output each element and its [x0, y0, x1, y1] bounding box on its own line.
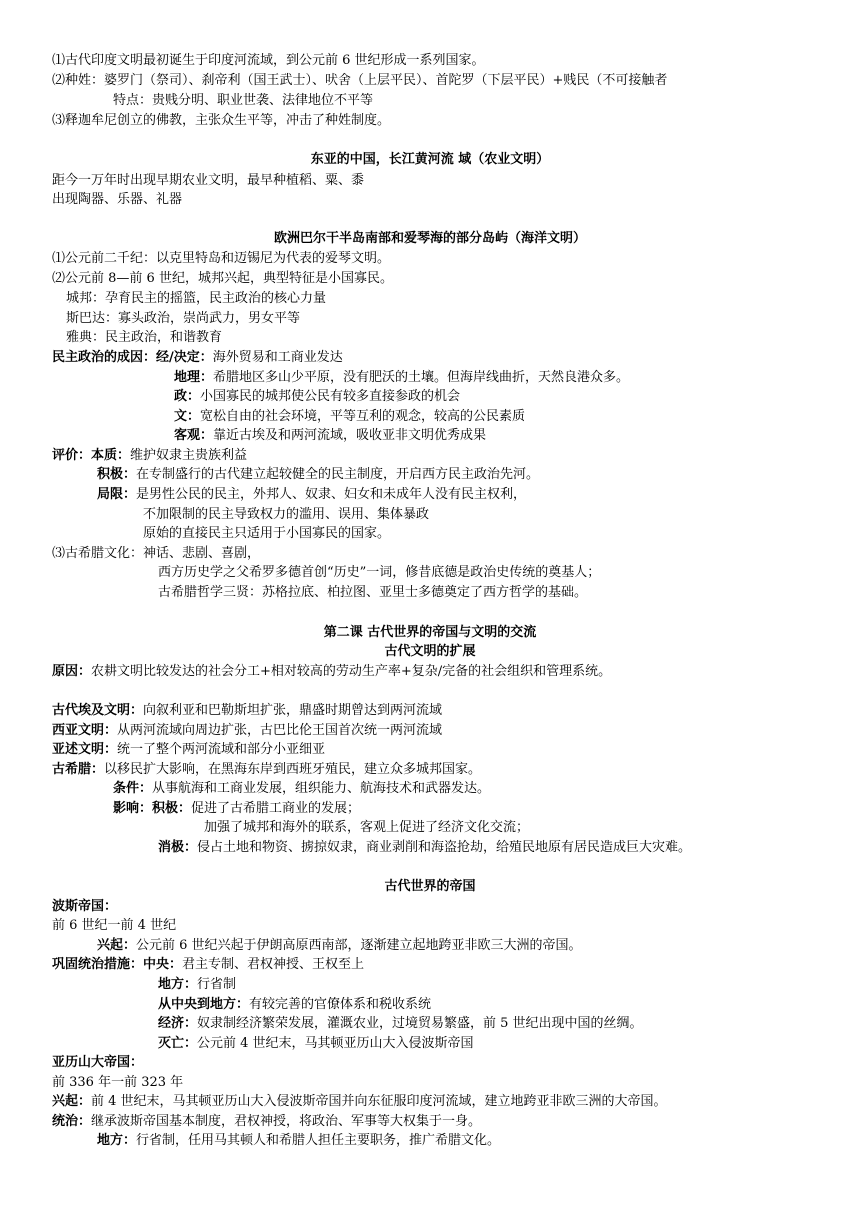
greece-heading: 欧洲巴尔干半岛南部和爱琴海的部分岛屿（海洋文明）	[273, 231, 586, 246]
india-line-1: ⑴古代印度文明最初诞生于印度河流域，到公元前 6 世纪形成一系列国家。	[52, 53, 485, 68]
india-caste-features: 特点：贵贱分明、职业世袭、法律地位不平等	[113, 93, 374, 108]
rule-label: 统治：	[52, 1114, 92, 1129]
persia-period: 前 6 世纪一前 4 世纪	[52, 918, 177, 933]
lesson2-subtitle: 古代文明的扩展	[384, 644, 476, 659]
greek-history-line: 西方历史学之父希罗多德首创“历史”一词，修昔底德是政治史传统的奠基人；	[158, 565, 601, 580]
condition-row	[113, 780, 490, 798]
westasia-text: 从两河流域向周边扩张，古巴比伦王国首次统一两河流域	[117, 723, 443, 738]
fall-text: 公元前 4 世纪末，马其顿亚历山大入侵波斯帝国	[197, 1036, 474, 1051]
c2l-text: 有较完善的官僚体系和税收系统	[249, 997, 432, 1012]
impact-label: 影响：积极：	[113, 801, 192, 816]
economy-label: 经济：	[158, 1016, 198, 1031]
greece-colonization-row	[52, 761, 481, 779]
persia-local-row	[158, 976, 236, 994]
empires-heading: 古代世界的帝国	[384, 879, 476, 894]
greece-line-1: ⑴公元前二千纪：以克里特岛和迈锡尼为代表的爱琴文明。	[52, 251, 391, 266]
impact-row	[113, 800, 360, 818]
impact-text-2: 加强了城邦和海外的联系，客观上促进了经济文化交流；	[204, 820, 530, 835]
democracy-pol-row	[174, 388, 460, 406]
persia-rise-text: 公元前 6 世纪兴起于伊朗高原西南部，逐渐建立起地跨亚非欧三大洲的帝国。	[136, 938, 582, 953]
condition-label: 条件：	[113, 781, 153, 796]
expansion-reason-row	[52, 663, 611, 681]
economy-text: 奴隶制经济繁荣发展，灌溉农业，过境贸易繁盛，前 5 世纪出现中国的丝绸。	[197, 1016, 643, 1031]
westasia-row	[52, 722, 442, 740]
alexander-rise-label: 兴起：	[52, 1094, 92, 1109]
evaluation-label: 评价：本质：	[52, 448, 131, 463]
persia-c2l-row	[158, 996, 431, 1014]
democracy-causes-label: 民主政治的成因：经/决定：	[52, 350, 213, 365]
obj-label: 客观：	[174, 428, 214, 443]
fall-label: 灭亡：	[158, 1036, 198, 1051]
alexander-rule-row	[52, 1113, 481, 1131]
greek-philosophy-line: 古希腊哲学三贤：苏格拉底、柏拉图、亚里士多德奠定了西方哲学的基础。	[158, 585, 588, 600]
egypt-row	[52, 702, 442, 720]
rule-text: 继承波斯帝国基本制度，君权神授，将政治、军事等大权集于一身。	[91, 1114, 482, 1129]
c2l-label: 从中央到地方：	[158, 997, 250, 1012]
greece-city-state: 城邦：孕育民主的摇篮，民主政治的核心力量	[66, 291, 327, 306]
negative-text: 侵占土地和物资、掳掠奴隶，商业剥削和海盗抢劫，给殖民地原有居民造成巨大灾难。	[197, 840, 692, 855]
geo-label: 地理：	[174, 370, 214, 385]
assyria-label: 亚述文明：	[52, 742, 118, 757]
limitation-text-3: 原始的直接民主只适用于小国寡民的国家。	[143, 526, 391, 541]
alexander-local-label: 地方：	[97, 1133, 137, 1148]
democracy-cul-row	[174, 408, 525, 426]
condition-text: 从事航海和工商业发展，组织能力、航海技术和武器发达。	[152, 781, 491, 796]
negative-label: 消极：	[158, 840, 198, 855]
pol-label: 政：	[174, 389, 201, 404]
greece-colonization-text: 以移民扩大影响，在黑海东岸到西班牙殖民，建立众多城邦国家。	[104, 762, 482, 777]
democracy-causes-econ: 海外贸易和工商业发达	[212, 350, 343, 365]
persia-fall-row	[158, 1035, 474, 1053]
alexander-rise-text: 前 4 世纪末，马其顿亚历山大入侵波斯帝国并向东征服印度河流域，建立地跨亚非欧三洲的大帝国。	[91, 1094, 667, 1109]
alexander-rise-row	[52, 1093, 667, 1111]
limitation-label: 局限：	[97, 487, 137, 502]
china-heading: 东亚的中国，长江黄河流 域（农业文明）	[310, 152, 550, 167]
persia-rise-row	[97, 937, 582, 955]
persia-title: 波斯帝国：	[52, 899, 118, 914]
assyria-text: 统一了整个两河流域和部分小亚细亚	[117, 742, 326, 757]
cul-label: 文：	[174, 409, 201, 424]
persia-consolidation-row	[52, 956, 364, 974]
consolidation-label: 巩固统治措施：中央：	[52, 957, 183, 972]
lesson2-title: 第二课 古代世界的帝国与文明的交流	[323, 625, 537, 640]
geo-text: 希腊地区多山少平原，没有肥沃的土壤。但海岸线曲折，天然良港众多。	[213, 370, 630, 385]
egypt-label: 古代埃及文明：	[52, 703, 144, 718]
greece-line-2: ⑵公元前 8—前 6 世纪，城邦兴起，典型特征是小国寡民。	[52, 271, 393, 286]
alexander-local-row	[97, 1132, 500, 1150]
assyria-row	[52, 741, 325, 759]
greek-culture-line: ⑶古希腊文化：神话、悲剧、喜剧，	[52, 546, 261, 561]
limitation-text-1: 是男性公民的民主，外邦人、奴隶、妇女和未成年人没有民主权利，	[136, 487, 527, 502]
positive-text: 在专制盛行的古代建立起较健全的民主制度，开启西方民主政治先河。	[136, 467, 540, 482]
positive-label: 积极：	[97, 467, 137, 482]
greece-colonization-label: 古希腊：	[52, 762, 105, 777]
greece-athens: 雅典：民主政治，和谐教育	[66, 330, 223, 345]
alexander-period: 前 336 年一前 323 年	[52, 1075, 184, 1090]
evaluation-text: 维护奴隶主贵族利益	[130, 448, 248, 463]
evaluation-row	[52, 447, 247, 465]
limitation-row	[97, 486, 526, 504]
persia-local-text: 行省制	[197, 977, 237, 992]
limitation-text-2: 不加限制的民主导致权力的滥用、误用、集体暴政	[143, 507, 430, 522]
reason-text: 农耕文明比较发达的社会分工+相对较高的劳动生产率+复杂/完备的社会组织和管理系统。	[91, 664, 612, 679]
china-line-1: 距今一万年时出现早期农业文明，最早种植稻、粟、黍	[52, 173, 365, 188]
reason-label: 原因：	[52, 664, 92, 679]
positive-row	[97, 466, 539, 484]
greece-sparta: 斯巴达：寡头政治，崇尚武力，男女平等	[66, 311, 301, 326]
consolidation-text: 君主专制、君权神授、王权至上	[182, 957, 365, 972]
china-line-2: 出现陶器、乐器、礼器	[52, 192, 183, 207]
egypt-text: 向叙利亚和巴勒斯坦扩张，鼎盛时期曾达到两河流域	[143, 703, 443, 718]
impact-text-1: 促进了古希腊工商业的发展；	[191, 801, 361, 816]
westasia-label: 西亚文明：	[52, 723, 118, 738]
alexander-title: 亚历山大帝国：	[52, 1055, 144, 1070]
persia-rise-label: 兴起：	[97, 938, 137, 953]
democracy-causes-row	[52, 349, 343, 367]
india-caste-line: ⑵种姓：婆罗门（祭司）、刹帝利（国王武士）、吠舍（上层平民）、首陀罗（下层平民）+贱民（不可接触者	[52, 73, 668, 88]
india-buddhism-line: ⑶释迦牟尼创立的佛教，主张众生平等，冲击了种姓制度。	[52, 113, 391, 128]
persia-economy-row	[158, 1015, 643, 1033]
alexander-local-text: 行省制，任用马其顿人和希腊人担任主要职务，推广希腊文化。	[136, 1133, 501, 1148]
persia-local-label: 地方：	[158, 977, 198, 992]
democracy-obj-row	[174, 427, 486, 445]
obj-text: 靠近古埃及和两河流域，吸收亚非文明优秀成果	[213, 428, 487, 443]
democracy-geo-row	[174, 369, 629, 387]
cul-text: 宽松自由的社会环境，平等互利的观念，较高的公民素质	[200, 409, 526, 424]
negative-row	[158, 839, 691, 857]
pol-text: 小国寡民的城邦使公民有较多直接参政的机会	[200, 389, 461, 404]
